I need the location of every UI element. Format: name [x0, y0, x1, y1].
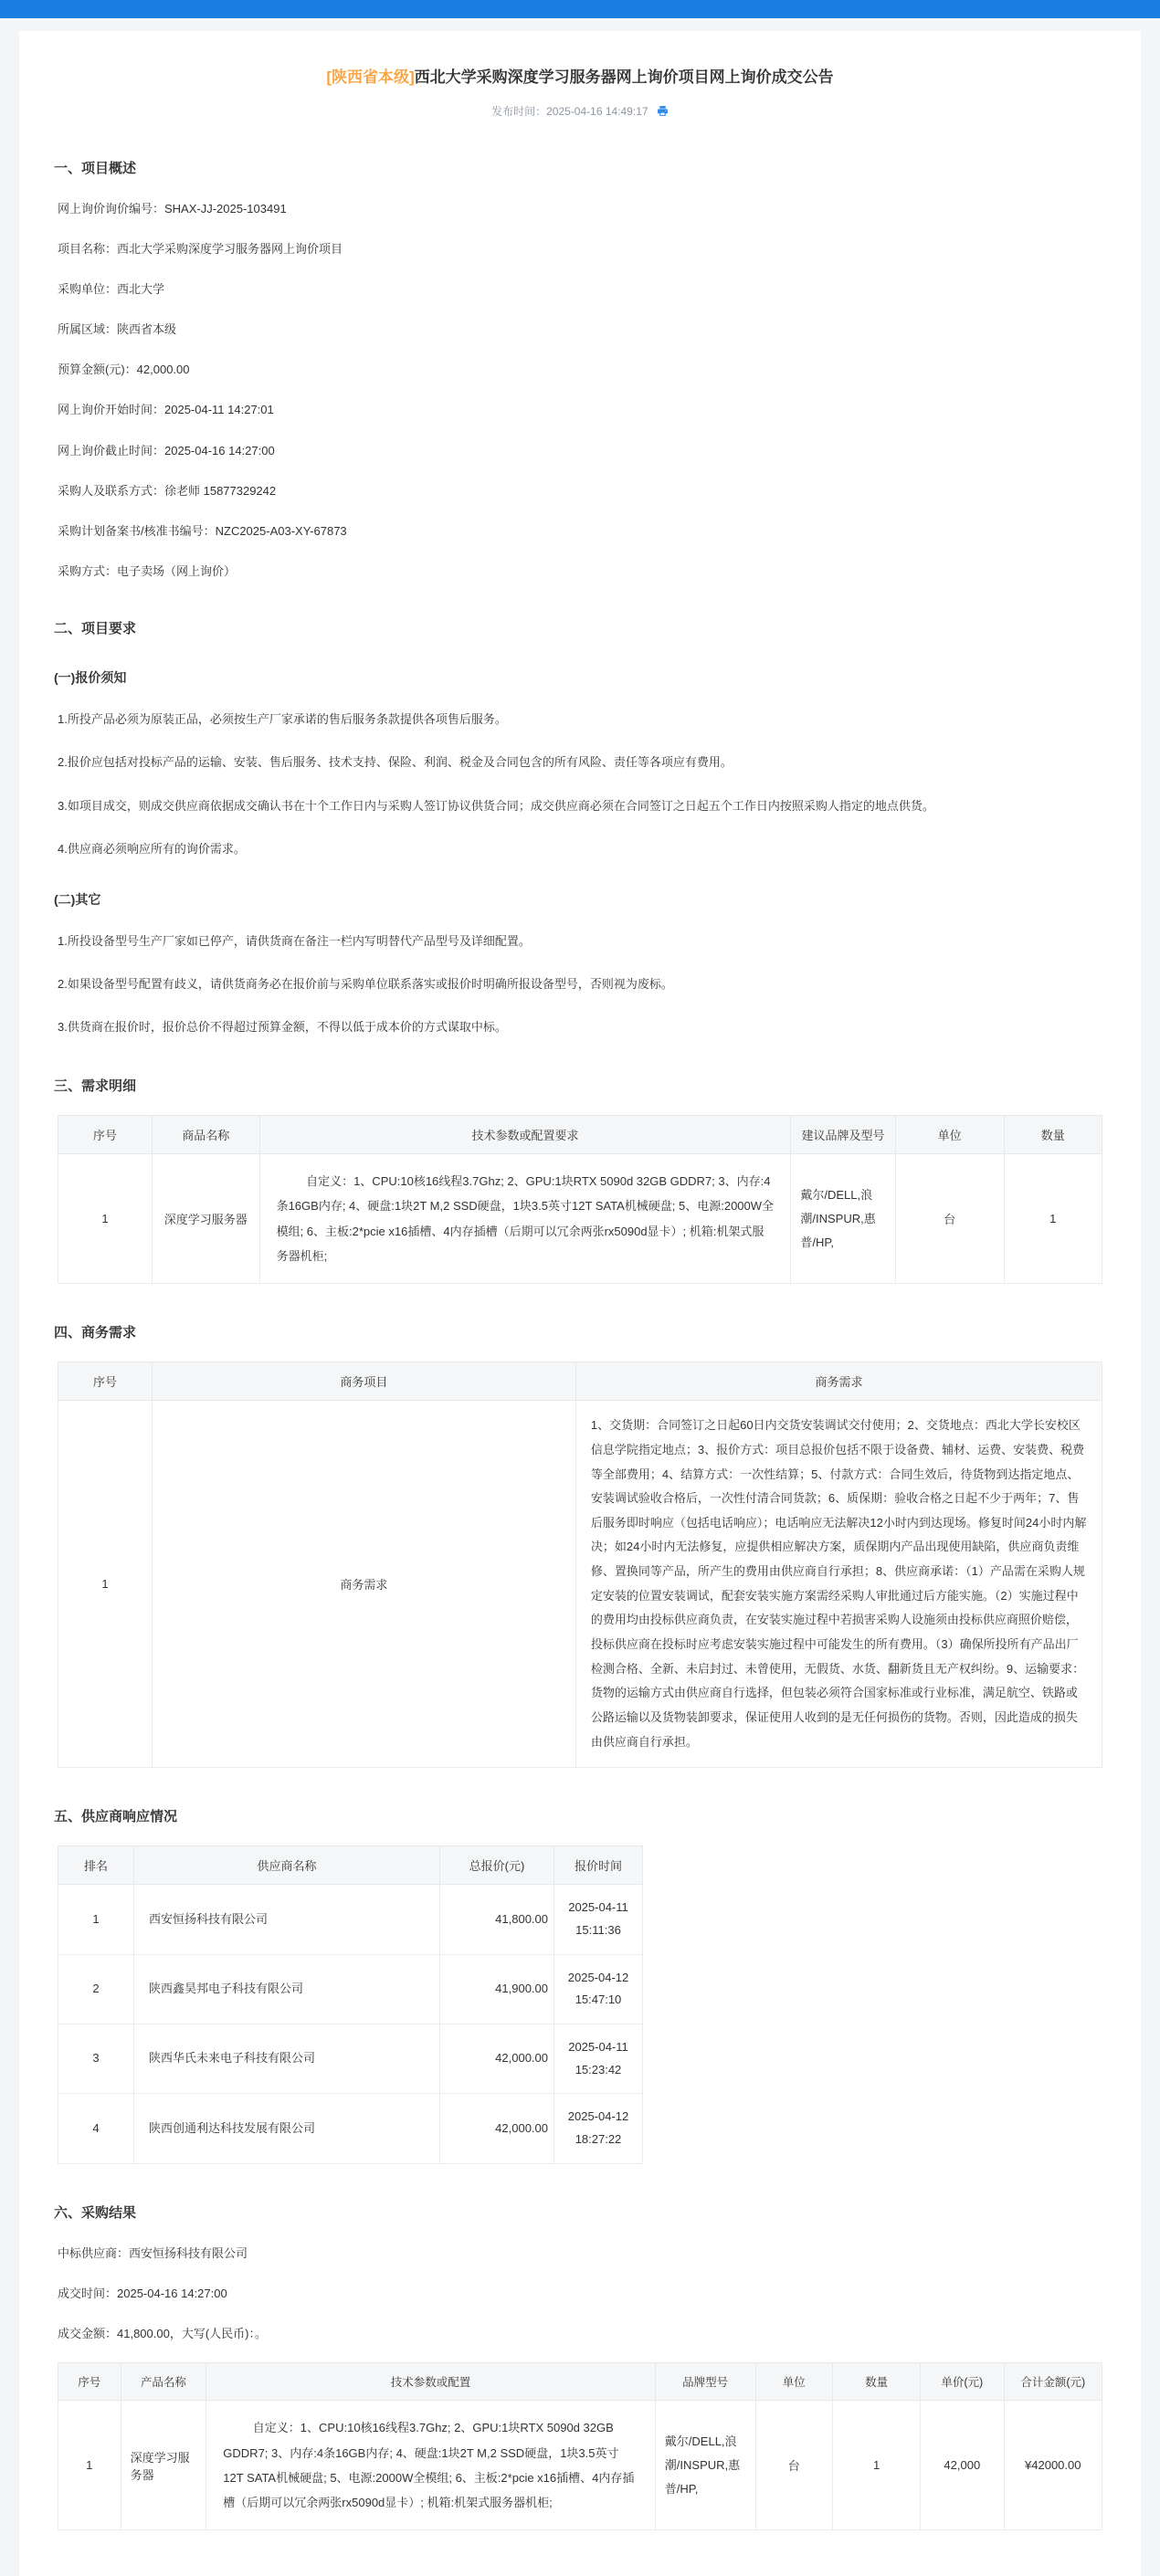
cell-product-name: 深度学习服务器 [152, 1154, 259, 1284]
section-heading-demand: 三、需求明细 [54, 1078, 137, 1095]
print-icon[interactable] [657, 107, 669, 120]
overview-field: 网上询价开始时间：2025-04-11 14:27:01 [58, 403, 274, 417]
other-notes [58, 931, 1102, 1037]
subsection-quotation-notes-title: (一)报价须知 [54, 670, 127, 686]
quote-clock: 15:47:10 [575, 1992, 622, 2007]
section-heading-requirements: 二、项目要求 [54, 621, 137, 637]
region-tag: [陕西省本级] [326, 68, 415, 86]
col-header-business-demand: 商务需求 [575, 1362, 1102, 1401]
col-header-total-price: 总报价(元) [440, 1846, 554, 1885]
subsection-other-title: (二)其它 [54, 891, 101, 907]
demand-table [58, 1115, 1102, 1284]
result-header-row [58, 2363, 1102, 2401]
cell-brand: 戴尔/DELL,浪潮/INSPUR,惠普/HP, [791, 1154, 895, 1284]
cell-total-price: 41,800.00 [440, 1885, 554, 1954]
col-header-supplier-name: 供应商名称 [134, 1846, 440, 1885]
quote-date: 2025-04-12 [567, 2109, 629, 2124]
cell-business-demand: 1、交货期：合同签订之日起60日内交货安装调试交付使用；2、交货地点：西北大学长安校区信息学院指定地点；3、报价方式：项目总报价包括不限于设备费、辅材、运费、安装费、税费等全部费用；4、结算方式：一次性结算；5、付款方式：合同生效后，待货物到达指定地点、安装调试验收合格后，一次性付清合同货款；6、质保期：验收合格之日起不少于两年；7、售后服务即时响应（包括电话响应）；电话响应无法解决12小时内到达现场。修复时间24小时内解决；如24小时内无法修复，应提供相应解决方案，质保期内产品出现使用缺陷，供应商负责维修、置换同等产品，所产生的费用由供应商自行承担；8、供应商承诺：（1）产品需在采购人规定安装的位置安装调试，配套安装实施方案需经采购人审批通过后方能实施。（2）实施过程中的费用均由投标供应商负责，在安装实施过程中若损害采购人设施须由投标供应商照价赔偿，投标供应商在投标时应考虑安装实施过程中可能发生的所有费用。（3）确保所投所有产品出厂检测合格、全新、未启封过、未曾使用，无假货、水货、翻新货且无产权纠纷。9、运输要求：货物的运输方式由供应商自行选择，但包装必须符合国家标准或行业标准，满足航空、铁路或公路运输以及货物装卸要求，保证使用人收到的是无任何损伤的货物。否则，因此造成的损失由供应商自行承担。 [575, 1401, 1102, 1768]
publish-time-line [19, 103, 1141, 120]
requirement-item: 1.所投产品必须为原装正品，必须按生产厂家承诺的售后服务条款提供各项售后服务。 [58, 712, 507, 727]
cell-total-price: 42,000.00 [440, 2094, 554, 2163]
business-table [58, 1362, 1102, 1768]
cell-quote-time [554, 2024, 643, 2093]
col-header-product: 产品名称 [121, 2363, 206, 2401]
page-title [74, 66, 1086, 89]
col-header-unit: 单位 [755, 2363, 833, 2401]
result-field: 成交时间：2025-04-16 14:27:00 [58, 2286, 227, 2300]
col-header-spec: 技术参数或配置 [206, 2363, 656, 2401]
col-header-business-item: 商务项目 [152, 1362, 575, 1401]
top-blue-bar [0, 0, 1160, 18]
overview-field: 所属区域：陕西省本级 [58, 322, 177, 337]
quote-date: 2025-04-11 [568, 2039, 628, 2054]
col-header-quote-time: 报价时间 [554, 1846, 643, 1885]
overview-field: 采购人及联系方式：徐老师 15877329242 [58, 483, 277, 498]
supplier-row [58, 2024, 643, 2093]
overview-field: 采购单位：西北大学 [58, 281, 165, 296]
cell-supplier-name: 陕西创通利达科技发展有限公司 [134, 2094, 440, 2163]
requirement-item: 3.如项目成交，则成交供应商依据成交确认书在十个工作日内与采购人签订协议供货合同；成交供应商必须在合同签订之日起五个工作日内按照采购人指定的地点供货。 [58, 798, 934, 813]
cell-rank: 4 [58, 2094, 134, 2163]
supplier-table-wrap [58, 1845, 1102, 2164]
overview-field: 采购方式：电子卖场（网上询价） [58, 564, 237, 579]
overview-field: 预算金额(元)：42,000.00 [58, 363, 190, 377]
demand-table-wrap [58, 1115, 1102, 1284]
requirement-item: 1.所投设备型号生产厂家如已停产，请供货商在备注一栏内写明替代产品型号及详细配置。 [58, 933, 531, 948]
cell-quote-time [554, 1885, 643, 1954]
requirement-item: 4.供应商必须响应所有的询价需求。 [58, 841, 246, 856]
cell-seq: 1 [58, 2401, 121, 2530]
cell-brand: 戴尔/DELL,浪潮/INSPUR,惠普/HP, [655, 2401, 755, 2530]
cell-qty: 1 [833, 2401, 921, 2530]
col-header-qty: 数量 [833, 2363, 921, 2401]
result-table [58, 2362, 1102, 2530]
col-header-brand: 建议品牌及型号 [791, 1116, 895, 1154]
quote-date: 2025-04-11 [568, 1900, 628, 1915]
result-table-wrap [58, 2362, 1102, 2530]
col-header-unit: 单位 [895, 1116, 1004, 1154]
cell-supplier-name: 陕西鑫昊邦电子科技有限公司 [134, 1954, 440, 2024]
cell-total-price: 41,900.00 [440, 1954, 554, 2024]
quote-clock: 15:11:36 [575, 1922, 621, 1937]
supplier-table [58, 1845, 643, 2164]
supplier-row [58, 2094, 643, 2163]
cell-rank: 3 [58, 2024, 134, 2093]
quotation-notes [58, 710, 1102, 858]
requirement-item: 3.供货商在报价时，报价总价不得超过预算金额，不得以低于成本价的方式谋取中标。 [58, 1019, 507, 1034]
publish-time: 2025-04-16 14:49:17 [546, 104, 649, 118]
col-header-rank: 排名 [58, 1846, 134, 1885]
title-text: 西北大学采购深度学习服务器网上询价项目网上询价成交公告 [414, 68, 834, 86]
cell-quote-time [554, 2094, 643, 2163]
col-header-brand: 品牌型号 [655, 2363, 755, 2401]
col-header-qty: 数量 [1004, 1116, 1102, 1154]
supplier-row [58, 1885, 643, 1954]
col-header-seq: 序号 [58, 1362, 153, 1401]
cell-unit: 台 [895, 1154, 1004, 1284]
cell-total-amount: ¥42000.00 [1004, 2401, 1102, 2530]
quote-date: 2025-04-12 [567, 1970, 629, 1984]
cell-total-price: 42,000.00 [440, 2024, 554, 2093]
cell-supplier-name: 西安恒扬科技有限公司 [134, 1885, 440, 1954]
cell-supplier-name: 陕西华氏未来电子科技有限公司 [134, 2024, 440, 2093]
requirement-item: 2.报价应包括对投标产品的运输、安装、售后服务、技术支持、保险、利润、税金及合同包含的所有风险、责任等各项应有费用。 [58, 755, 733, 770]
section-heading-business: 四、商务需求 [54, 1325, 137, 1341]
col-header-total-amount: 合计金额(元) [1004, 2363, 1102, 2401]
col-header-unit-price: 单价(元) [921, 2363, 1004, 2401]
demand-header-row [58, 1116, 1102, 1154]
announcement-card [19, 31, 1141, 2576]
result-row [58, 2401, 1102, 2530]
cell-product-name: 深度学习服务器 [121, 2401, 206, 2530]
result-fields [58, 2245, 1102, 2343]
cell-business-item: 商务需求 [152, 1401, 575, 1768]
col-header-spec: 技术参数或配置要求 [259, 1116, 791, 1154]
cell-rank: 1 [58, 1885, 134, 1954]
col-header-seq: 序号 [58, 2363, 121, 2401]
demand-row [58, 1154, 1102, 1284]
section-heading-suppliers: 五、供应商响应情况 [54, 1809, 178, 1825]
quote-clock: 15:23:42 [575, 2062, 622, 2077]
col-header-product: 商品名称 [152, 1116, 259, 1154]
requirement-item: 2.如果设备型号配置有歧义，请供货商务必在报价前与采购单位联系落实或报价时明确所报设备型号，否则视为废标。 [58, 976, 673, 991]
section-heading-result: 六、采购结果 [54, 2204, 137, 2221]
cell-unit: 台 [755, 2401, 833, 2530]
section-heading-overview: 一、项目概述 [54, 160, 137, 176]
supplier-header-row [58, 1846, 643, 1885]
overview-field: 网上询价截止时间：2025-04-16 14:27:00 [58, 443, 275, 457]
supplier-row [58, 1954, 643, 2024]
overview-fields [58, 201, 1102, 581]
overview-field: 项目名称：西北大学采购深度学习服务器网上询价项目 [58, 241, 343, 256]
publish-label: 发布时间： [491, 104, 547, 118]
quote-clock: 18:27:22 [575, 2132, 622, 2146]
overview-field: 网上询价询价编号：SHAX-JJ-2025-103491 [58, 201, 287, 216]
cell-spec: 自定义：1、CPU:10核16线程3.7Ghz; 2、GPU:1块RTX 5090d 32GB GDDR7; 3、内存:4条16GB内存; 4、硬盘:1块2T M,2 SSD硬盘，1块3.5英寸12T SATA机械硬盘; 5、电源:2000W全模组; 6、主板:2*pcie x16插槽、4内存插槽（后期可以冗余两张rx5090d显卡）; 机箱:机架式服务器机柜; [206, 2401, 656, 2530]
cell-seq: 1 [58, 1154, 153, 1284]
overview-field: 采购计划备案书/核准书编号：NZC2025-A03-XY-67873 [58, 524, 347, 538]
cell-rank: 2 [58, 1954, 134, 2024]
cell-seq: 1 [58, 1401, 153, 1768]
business-row [58, 1401, 1102, 1768]
cell-qty: 1 [1004, 1154, 1102, 1284]
cell-quote-time [554, 1954, 643, 2024]
cell-spec: 自定义：1、CPU:10核16线程3.7Ghz; 2、GPU:1块RTX 5090d 32GB GDDR7; 3、内存:4条16GB内存; 4、硬盘:1块2T M,2 SSD硬盘，1块3.5英寸12T SATA机械硬盘; 5、电源:2000W全模组; 6、主板:2*pcie x16插槽、4内存插槽（后期可以冗余两张rx5090d显卡）; 机箱:机架式服务器机柜; [259, 1154, 791, 1284]
cell-unit-price: 42,000 [921, 2401, 1004, 2530]
business-table-wrap [58, 1362, 1102, 1768]
business-header-row [58, 1362, 1102, 1401]
result-field: 中标供应商：西安恒扬科技有限公司 [58, 2245, 248, 2260]
result-field: 成交金额：41,800.00，大写(人民币)：。 [58, 2327, 267, 2341]
col-header-seq: 序号 [58, 1116, 153, 1154]
